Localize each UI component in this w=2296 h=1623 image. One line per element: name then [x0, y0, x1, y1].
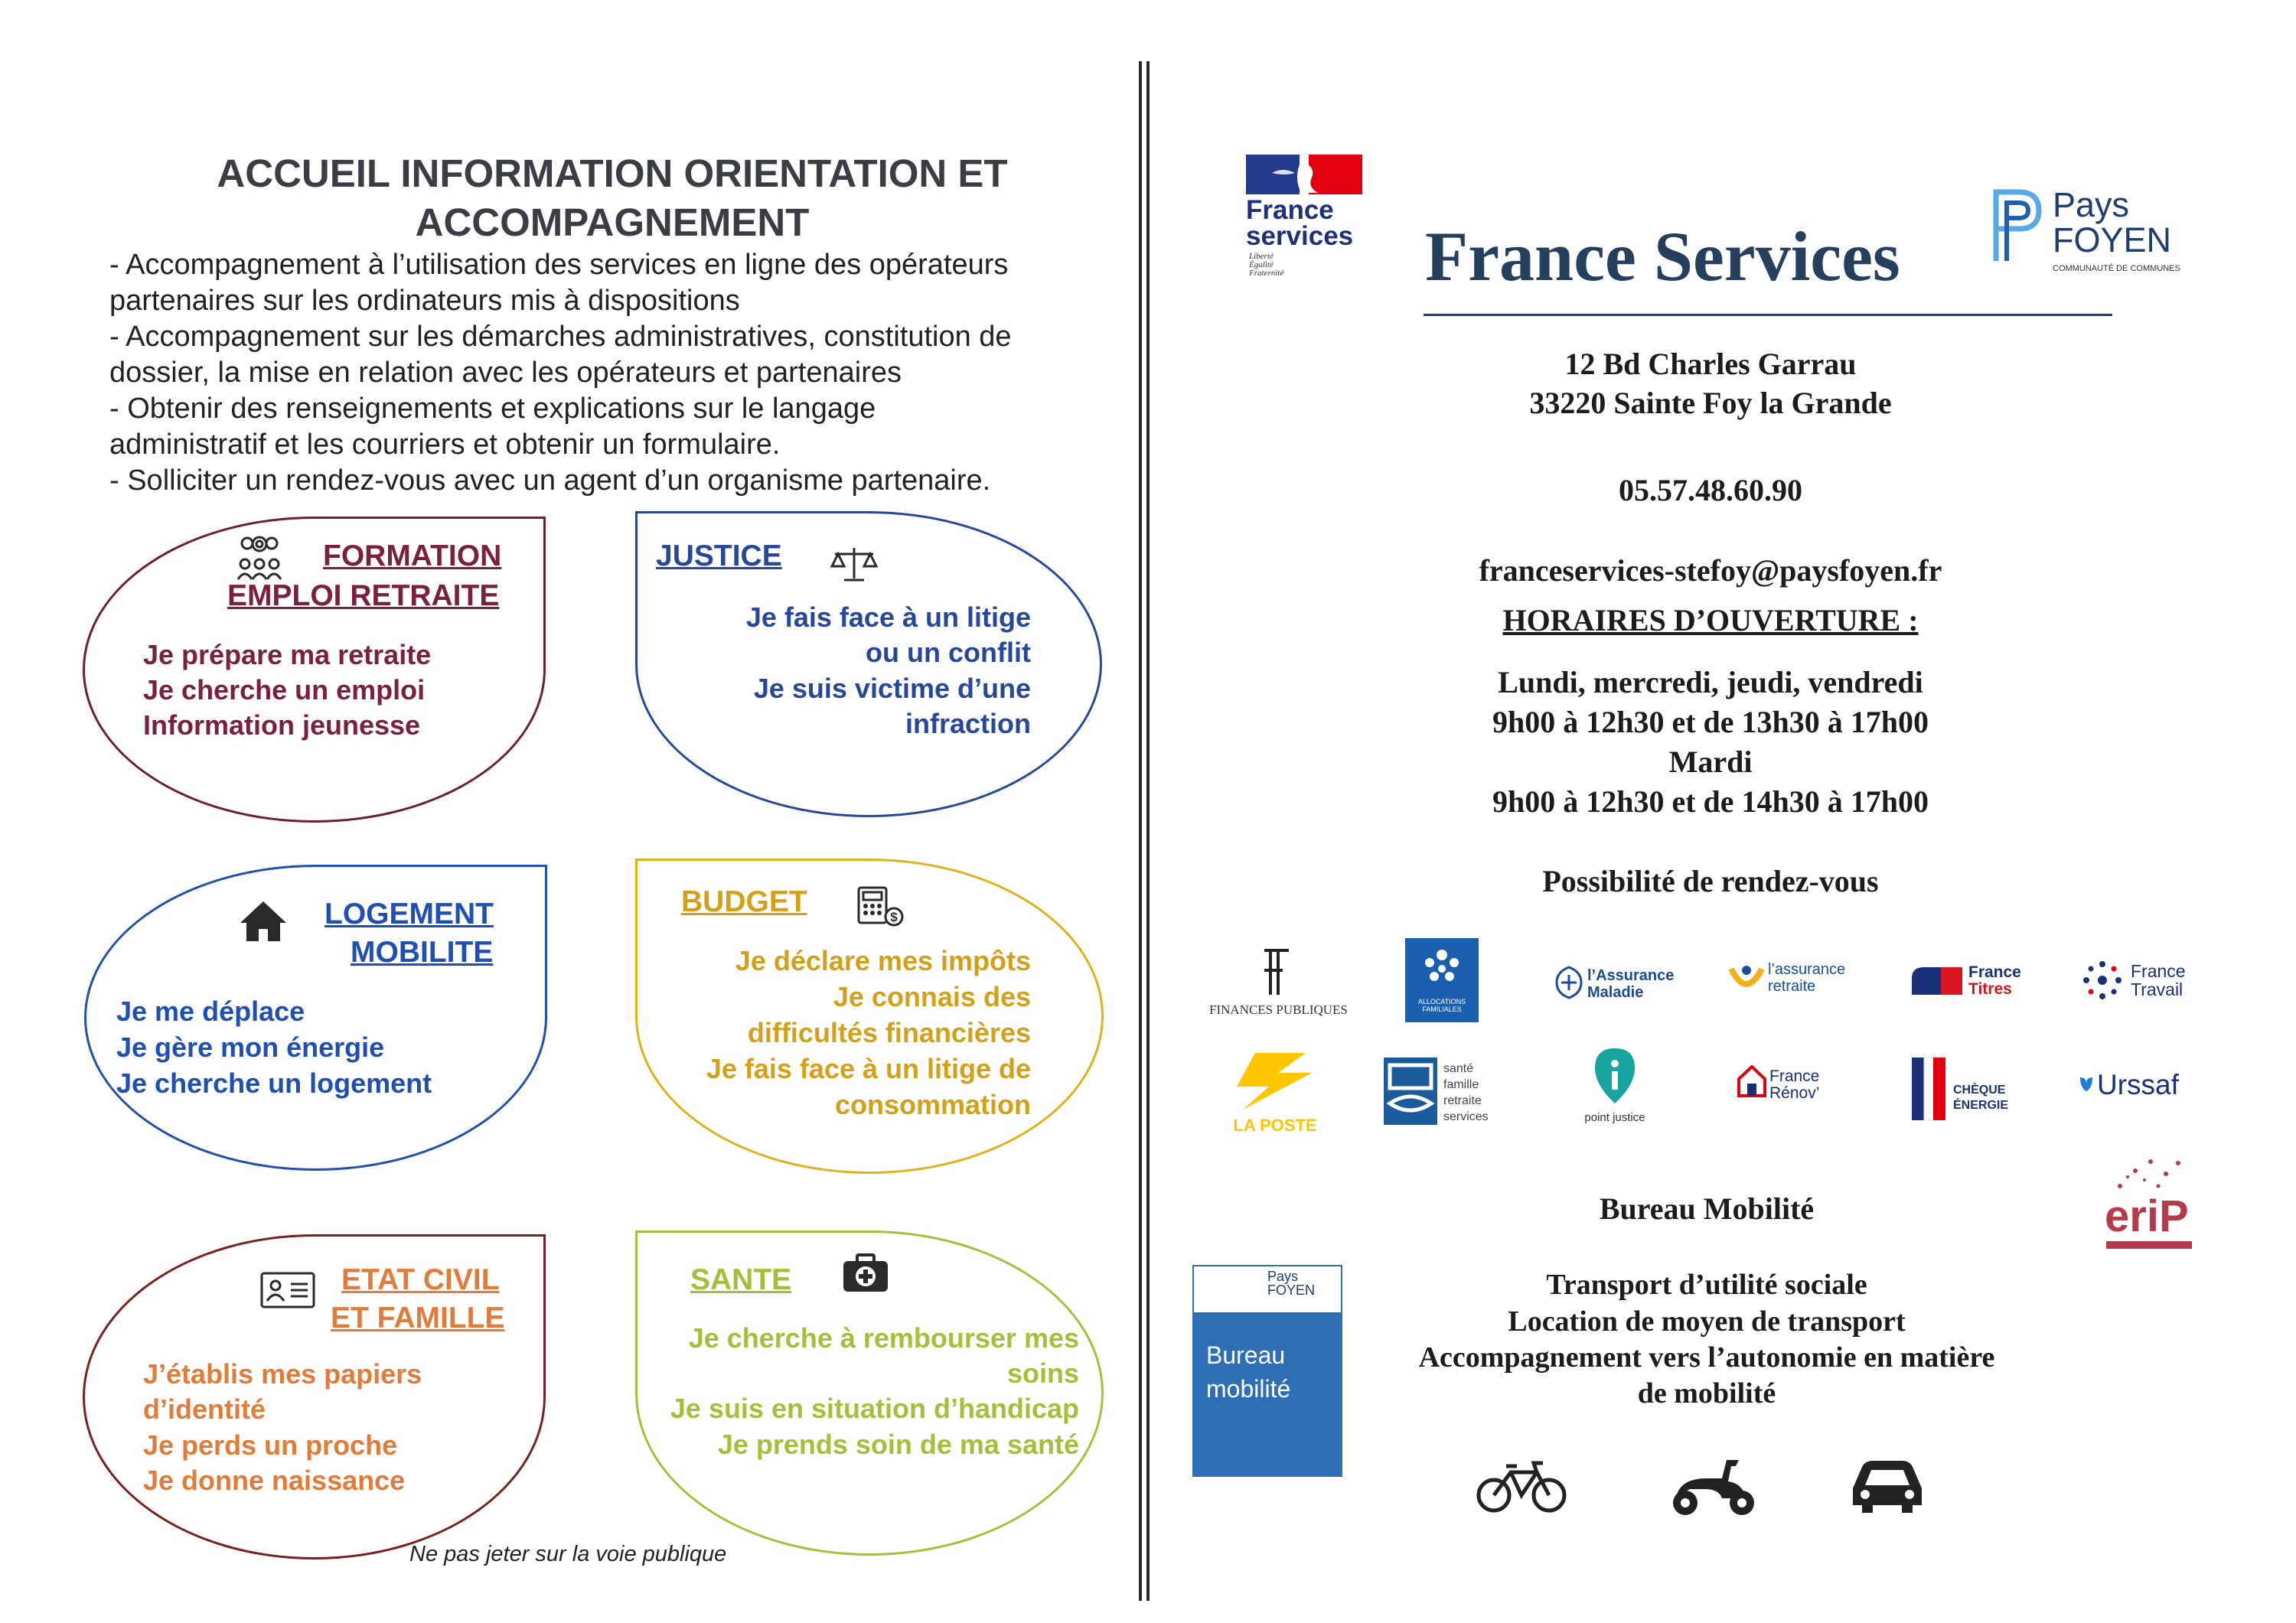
mobility-line: de mobilité	[1637, 1377, 1776, 1410]
intro-line: - Solliciter un rendez-vous avec un agent d’un organisme partenaire.	[109, 464, 991, 497]
sante-item: Je prends soin de ma santé	[717, 1429, 1079, 1460]
france-services-heading: France Services	[1425, 217, 1900, 295]
phone-number: 05.57.48.60.90	[1619, 473, 1802, 507]
point-justice-icon	[1593, 1047, 1636, 1105]
assurance-retraite-label-1: l’assurance	[1768, 961, 1846, 978]
scales-icon	[830, 545, 878, 583]
budget-item: Je déclare mes impôts	[735, 945, 1031, 976]
sante-item: Je cherche à rembourser mes	[688, 1322, 1079, 1354]
budget-item: Je connais des	[833, 981, 1031, 1012]
msa-icon	[1384, 1058, 1437, 1125]
etat-item: d’identité	[143, 1393, 266, 1425]
urssaf-icon	[2079, 1074, 2095, 1093]
france-titres-label-2: Titres	[1968, 980, 2012, 998]
justice-item: Je suis victime d’une	[753, 673, 1031, 704]
fs-motto-3: Fraternité	[1249, 269, 1284, 278]
formation-item: Je prépare ma retraite	[143, 639, 432, 670]
id-card-icon	[260, 1272, 315, 1309]
footer-note: Ne pas jeter sur la voie publique	[409, 1542, 727, 1566]
france-renov-icon	[1737, 1065, 1766, 1097]
first-aid-kit-icon	[842, 1253, 889, 1293]
scooter-icon	[1668, 1454, 1759, 1518]
svg-text:$: $	[890, 910, 898, 924]
calculator-money-icon	[857, 886, 905, 927]
address-line-1: 12 Bd Charles Garrau	[1564, 347, 1857, 381]
hours-line: 9h00 à 12h30 et de 13h30 à 17h00	[1492, 705, 1929, 739]
urssaf-label: Urssaf	[2097, 1069, 2179, 1100]
justice-item: infraction	[905, 708, 1031, 739]
fs-logo-line-1: France	[1246, 195, 1334, 225]
hours-title: HORAIRES D’OUVERTURE :	[1502, 603, 1919, 637]
france-titres-icon	[1910, 964, 1964, 998]
main-title-line-1: ACCUEIL INFORMATION ORIENTATION ET	[217, 152, 1008, 195]
intro-line: partenaires sur les ordinateurs mis à dispositions	[109, 285, 740, 317]
justice-item: Je fais face à un litige	[745, 601, 1031, 633]
mobility-line: Accompagnement vers l’autonomie en matière	[1418, 1341, 1995, 1374]
heading-rule	[1424, 314, 2112, 316]
caf-label: ALLOCATIONS FAMILIALES	[1417, 998, 1466, 1013]
fold-line	[1146, 61, 1150, 1601]
cheque-energie-label-2: ÉNERGIE	[1953, 1099, 2009, 1112]
france-renov-label-1: France	[1769, 1067, 1820, 1085]
france-travail-icon	[2079, 957, 2126, 1004]
point-justice-logo	[1561, 1047, 1668, 1139]
logement-title-2: MOBILITE	[351, 936, 494, 969]
hours-line: Mardi	[1668, 745, 1753, 779]
intro-line: - Accompagnement sur les démarches administratives, constitution de	[109, 321, 1012, 353]
erip-bar	[2106, 1241, 2192, 1249]
erip-label: eriP	[2105, 1191, 2189, 1241]
logement-item: Je me déplace	[116, 996, 305, 1027]
pays-foyen-line-1: Pays	[2053, 185, 2130, 224]
cheque-energie-icon	[1910, 1056, 1950, 1122]
france-services-logo	[1246, 153, 1368, 291]
formation-item: Information jeunesse	[143, 709, 421, 741]
msa-label-2: famille	[1443, 1078, 1479, 1091]
assurance-maladie-label-2: Maladie	[1587, 984, 1644, 1001]
france-renov-logo	[1737, 1061, 1844, 1114]
point-justice-label: point justice	[1584, 1111, 1645, 1124]
main-title	[99, 149, 1125, 247]
formation-item: Je cherche un emploi	[143, 674, 426, 706]
people-group-icon	[236, 533, 283, 581]
la-poste-logo	[1221, 1050, 1329, 1142]
hours-line: 9h00 à 12h30 et de 14h30 à 17h00	[1492, 784, 1929, 819]
etat-item: Je donne naissance	[143, 1465, 406, 1496]
budget-title: BUDGET	[681, 885, 807, 918]
sante-item: soins	[1006, 1357, 1079, 1389]
la-poste-label: LA POSTE	[1233, 1116, 1317, 1135]
fs-motto-1: Liberté	[1249, 252, 1274, 261]
budget-item: consommation	[834, 1089, 1031, 1120]
etat-title-2: ET FAMILLE	[331, 1302, 505, 1335]
assurance-retraite-label-2: retraite	[1768, 978, 1816, 995]
fold-line	[1139, 61, 1142, 1601]
assurance-maladie-label-1: l’Assurance	[1587, 967, 1675, 984]
home-icon	[239, 900, 288, 943]
msa-label-3: retraite	[1443, 1094, 1482, 1107]
etat-item: Je perds un proche	[143, 1429, 398, 1461]
main-title-line-2: ACCOMPAGNEMENT	[415, 200, 810, 244]
bureau-mobilite-title: Bureau Mobilité	[1599, 1191, 1815, 1226]
intro-line: - Accompagnement à l’utilisation des services en ligne des opérateurs	[109, 249, 1009, 281]
car-icon	[1848, 1458, 1926, 1516]
finances-publiques-label: FINANCES PUBLIQUES	[1209, 1002, 1348, 1017]
pays-foyen-sub: COMMUNAUTÉ DE COMMUNES	[2053, 264, 2180, 273]
finances-publiques-icon	[1260, 947, 1293, 996]
bureau-card-logo-2: FOYEN	[1267, 1282, 1316, 1298]
pays-foyen-p-icon	[1990, 187, 2042, 264]
caf-icon	[1419, 946, 1465, 992]
cheque-energie-label-1: CHÈQUE	[1953, 1084, 2006, 1097]
france-travail-logo	[2079, 953, 2193, 1007]
intro-line: administratif et les courriers et obtenir un formulaire.	[109, 429, 781, 461]
mobility-line: Transport d’utilité sociale	[1546, 1269, 1867, 1301]
bureau-card-label-2: mobilité	[1206, 1375, 1291, 1403]
sante-title: SANTE	[690, 1263, 792, 1296]
pays-foyen-line-2: FOYEN	[2053, 220, 2172, 259]
mobility-line: Location de moyen de transport	[1508, 1305, 1906, 1338]
msa-label-1: santé	[1443, 1062, 1474, 1075]
assurance-maladie-icon	[1554, 966, 1584, 999]
logement-item: Je gère mon énergie	[116, 1031, 385, 1063]
appointment-note: Possibilité de rendez-vous	[1542, 864, 1879, 898]
msa-label-4: services	[1443, 1110, 1489, 1123]
sante-item: Je suis en situation d’handicap	[670, 1393, 1079, 1424]
assurance-maladie-logo	[1554, 960, 1707, 1005]
intro-line: dossier, la mise en relation avec les opérateurs et partenaires	[109, 357, 902, 389]
etat-title-1: ETAT CIVIL	[341, 1263, 500, 1296]
etat-item: J’établis mes papiers	[143, 1358, 422, 1390]
justice-title: JUSTICE	[656, 539, 782, 572]
address-line-2: 33220 Sainte Foy la Grande	[1529, 386, 1892, 420]
email-address: franceservices-stefoy@paysfoyen.fr	[1479, 553, 1942, 588]
caf-logo	[1405, 938, 1479, 1022]
france-titres-label-1: France	[1968, 963, 2021, 981]
finances-publiques-logo	[1209, 947, 1347, 1024]
fs-motto-2: Égalité	[1249, 260, 1274, 269]
marianne-flag-icon	[1246, 153, 1362, 196]
bureau-card-label-1: Bureau	[1206, 1341, 1286, 1369]
france-renov-label-2: Rénov’	[1769, 1084, 1820, 1102]
erip-logo	[2097, 1155, 2212, 1270]
cheque-energie-logo	[1910, 1056, 2025, 1125]
intro-line: - Obtenir des renseignements et explications sur le langage	[109, 393, 876, 425]
logement-title-1: LOGEMENT	[325, 898, 494, 930]
budget-item: Je fais face à un litige de	[706, 1053, 1031, 1084]
justice-item: ou un conflit	[866, 637, 1031, 668]
urssaf-logo	[2079, 1068, 2193, 1114]
hours-line: Lundi, mercredi, jeudi, vendredi	[1498, 665, 1923, 699]
erip-dots-icon	[2105, 1155, 2189, 1194]
assurance-retraite-logo	[1728, 957, 1866, 1005]
logement-item: Je cherche un logement	[116, 1067, 432, 1099]
pays-foyen-logo	[1990, 187, 2189, 287]
bureau-card-logo-1: Pays	[1267, 1269, 1299, 1284]
formation-title-2: EMPLOI RETRAITE	[227, 579, 500, 612]
bicycle-icon	[1476, 1460, 1567, 1515]
france-travail-label-2: Travail	[2131, 979, 2183, 999]
la-poste-icon	[1232, 1050, 1316, 1111]
budget-item: difficultés financières	[747, 1017, 1031, 1048]
assurance-retraite-icon	[1728, 961, 1765, 992]
france-titres-logo	[1910, 960, 2025, 1005]
msa-logo	[1384, 1058, 1514, 1126]
formation-title-1: FORMATION	[323, 539, 502, 572]
fs-logo-line-2: services	[1246, 221, 1354, 251]
france-travail-label-1: France	[2131, 961, 2186, 981]
